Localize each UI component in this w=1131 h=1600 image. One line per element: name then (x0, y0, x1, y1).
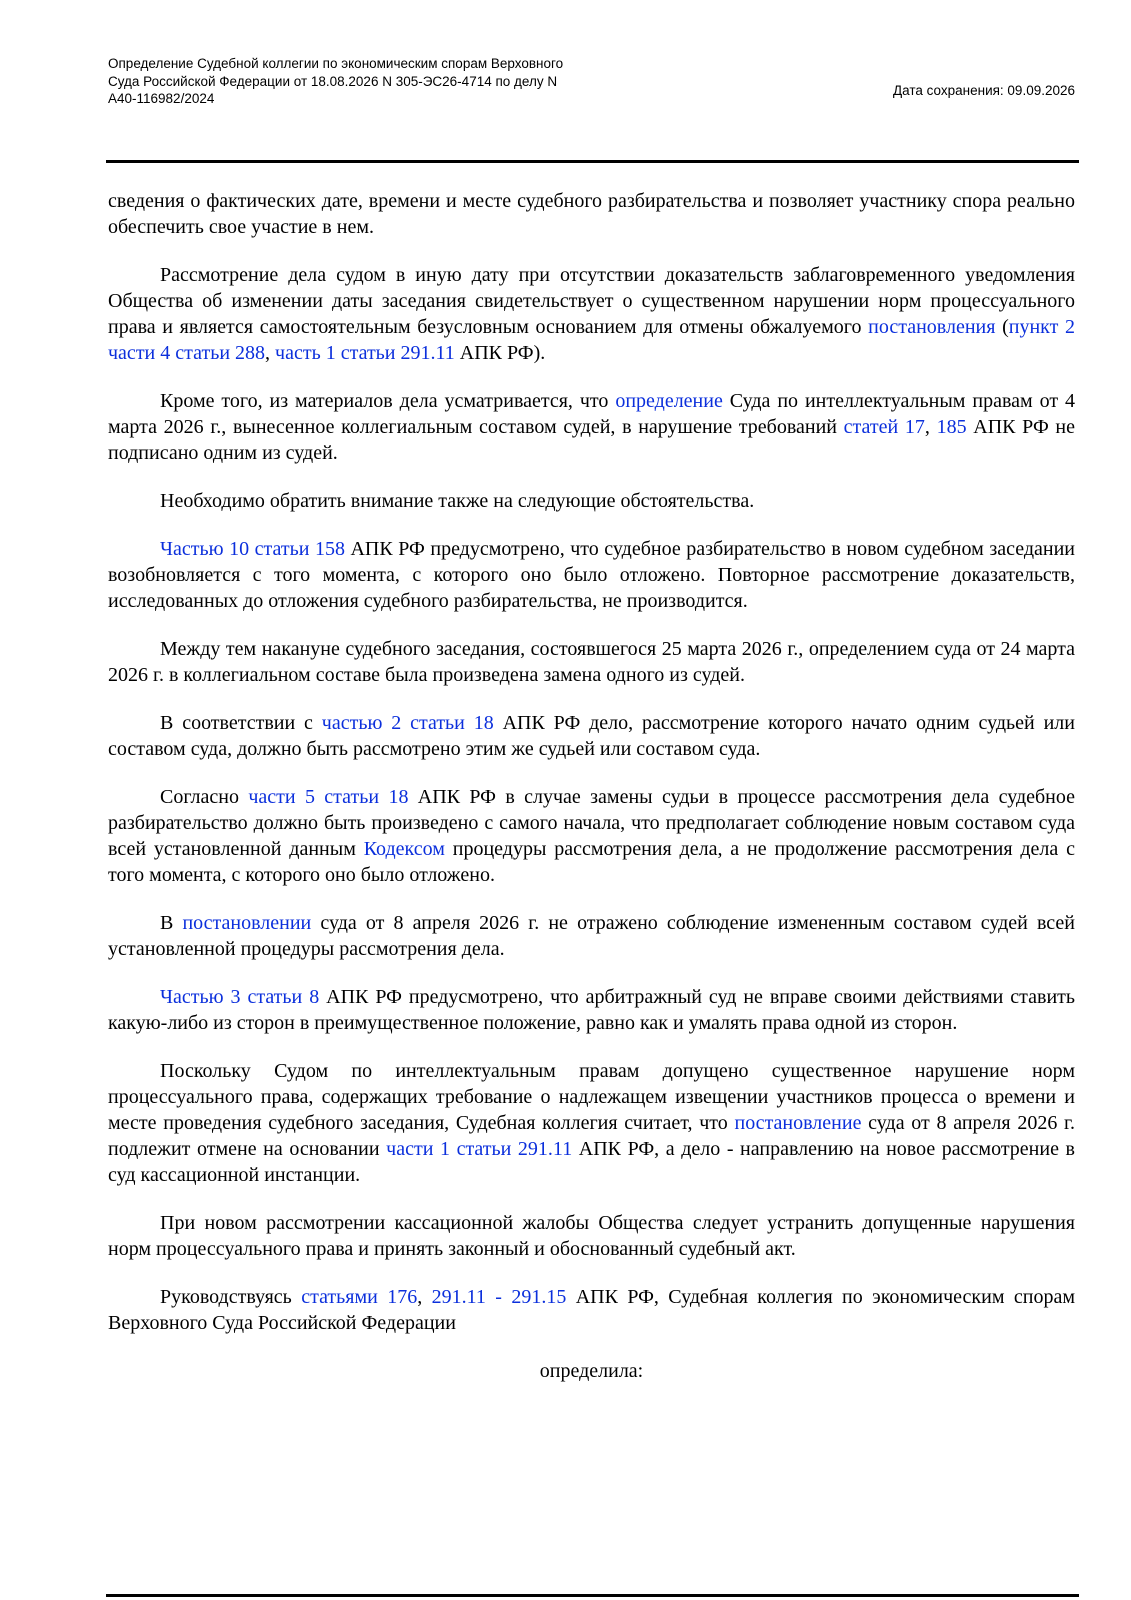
paragraph-text: АПК РФ предусмотрено, что судебное разбирательство в новом судебном заседании возобновляется с того момента, с которого оно было отложено. Повторное рассмотрение доказательств, исследованных до отложения судебного разбирательства, не производится. (108, 538, 1075, 612)
paragraph (108, 536, 1075, 614)
paragraph-text: Между тем накануне судебного заседания, состоявшегося 25 марта 2026 г., определением суда от 24 марта 2026 г. в коллегиальном составе была произведена замена одного из судей. (108, 638, 1075, 686)
paragraph (108, 984, 1075, 1036)
paragraph-list (108, 188, 1075, 1336)
paragraph-text: В соответствии с (160, 712, 322, 734)
paragraph-text: АПК РФ, Судебная коллегия по экономическим спорам Верховного Суда Российской Федерации (108, 1286, 1076, 1334)
legal-reference-link[interactable]: части 1 статьи 291.11 (386, 1138, 573, 1160)
footer-divider (106, 1594, 1079, 1597)
legal-reference-link[interactable]: определение (615, 390, 723, 412)
paragraph-text: процедуры рассмотрения дела, а не продолжение рассмотрения дела с того момента, с которого оно было отложено. (108, 838, 1075, 886)
legal-reference-link[interactable]: части 5 статьи 18 (248, 786, 409, 808)
paragraph-text: АПК РФ). (454, 342, 546, 364)
legal-reference-link[interactable]: постановление (734, 1112, 862, 1134)
legal-reference-link[interactable]: 185 (936, 416, 967, 438)
paragraph (108, 262, 1075, 366)
paragraph (108, 910, 1075, 962)
legal-reference-link[interactable]: Частью 10 статьи 158 (160, 538, 345, 560)
paragraph (108, 1058, 1075, 1188)
paragraph-text: , (265, 342, 276, 364)
closing-word: определила: (539, 1360, 644, 1382)
legal-reference-link[interactable]: Кодексом (363, 838, 445, 860)
paragraph (108, 488, 1075, 514)
legal-reference-link[interactable]: постановления (868, 316, 996, 338)
paragraph-text: АПК РФ в случае замены судьи в процессе рассмотрения дела судебное разбирательство должно быть произведено с самого начала, что предполагает соблюдение новым составом суда всей установленной данным (108, 786, 1076, 860)
document-title-line: Суда Российской Федерации от 18.08.2026 N 305-ЭС26-4714 по делу N (108, 73, 558, 89)
legal-reference-link[interactable]: часть 1 статьи 291.11 (275, 342, 455, 364)
paragraph-text: суда от 8 апреля 2026 г. подлежит отмене на основании (108, 1112, 1075, 1160)
paragraph-text: суда от 8 апреля 2026 г. не отражено соблюдение измененным составом судей всей установленной процедуры рассмотрения дела. (108, 912, 1075, 960)
legal-reference-link[interactable]: частью 2 статьи 18 (321, 712, 494, 734)
paragraph-text: Руководствуясь (160, 1286, 302, 1308)
paragraph (108, 636, 1075, 688)
paragraph-text: Согласно (160, 786, 249, 808)
header-divider (106, 160, 1079, 163)
paragraph-text: Поскольку Судом по интеллектуальным правам допущено существенное нарушение норм процессуального права, содержащих требование о надлежащем извещении участников процесса о времени и месте проведения судебного заседания, Судебная коллегия считает, что (108, 1060, 1075, 1134)
legal-reference-link[interactable]: 291.11 - 291.15 (431, 1286, 567, 1308)
legal-reference-link[interactable]: пункт 2 части 4 статьи 288 (108, 316, 1075, 364)
paragraph-text: При новом рассмотрении кассационной жалобы Общества следует устранить допущенные нарушения норм процессуального права и принять законный и обоснованный судебный акт. (108, 1212, 1075, 1260)
paragraph-text: сведения о фактических дате, времени и месте судебного разбирательства и позволяет участнику спора реально обеспечить свое участие в нем. (108, 190, 1075, 238)
document-title-line: А40-116982/2024 (108, 91, 215, 106)
document-body (108, 188, 1075, 1406)
paragraph (108, 784, 1075, 888)
save-date: Дата сохранения: 09.09.2026 (892, 83, 1075, 98)
paragraph-text: АПК РФ предусмотрено, что арбитражный суд не вправе своими действиями ставить какую-либо из сторон в преимущественное положение, равно как и умалять права одной из сторон. (108, 986, 1076, 1034)
paragraph (108, 388, 1075, 466)
legal-reference-link[interactable]: статьями 176 (301, 1286, 418, 1308)
paragraph (108, 188, 1075, 240)
paragraph-text: , (924, 416, 937, 438)
paragraph (108, 1284, 1075, 1336)
paragraph (108, 1210, 1075, 1262)
paragraph-text: Суда по интеллектуальным правам от 4 марта 2026 г., вынесенное коллегиальным составом судей, в нарушение требований (108, 390, 1075, 438)
paragraph-text: АПК РФ не подписано одним из судей. (108, 416, 1076, 464)
legal-reference-link[interactable]: Частью 3 статьи 8 (160, 986, 320, 1008)
paragraph-text: Рассмотрение дела судом в иную дату при отсутствии доказательств заблаговременного уведомления Общества об изменении даты заседания свидетельствует о существенном нарушении норм процессуального права и является самостоятельным безусловным основанием для отмены обжалуемого (108, 264, 1075, 338)
paragraph-text: В (160, 912, 183, 934)
document-title (108, 55, 668, 108)
legal-reference-link[interactable]: постановлении (182, 912, 312, 934)
paragraph-text: Кроме того, из материалов дела усматривается, что (160, 390, 616, 412)
document-header (108, 50, 1075, 110)
legal-reference-link[interactable]: статей 17 (843, 416, 925, 438)
paragraph-text: Необходимо обратить внимание также на следующие обстоятельства. (160, 490, 755, 512)
paragraph-text: ( (995, 316, 1009, 338)
paragraph-text: АПК РФ, а дело - направлению на новое рассмотрение в суд кассационной инстанции. (108, 1138, 1075, 1186)
document-title-line: Определение Судебной коллегии по экономическим спорам Верховного (108, 56, 564, 71)
paragraph (108, 710, 1075, 762)
paragraph-text: , (417, 1286, 432, 1308)
paragraph-text: АПК РФ дело, рассмотрение которого начато одним судьей или составом суда, должно быть рассмотрено этим же судьей или составом суда. (108, 712, 1075, 760)
